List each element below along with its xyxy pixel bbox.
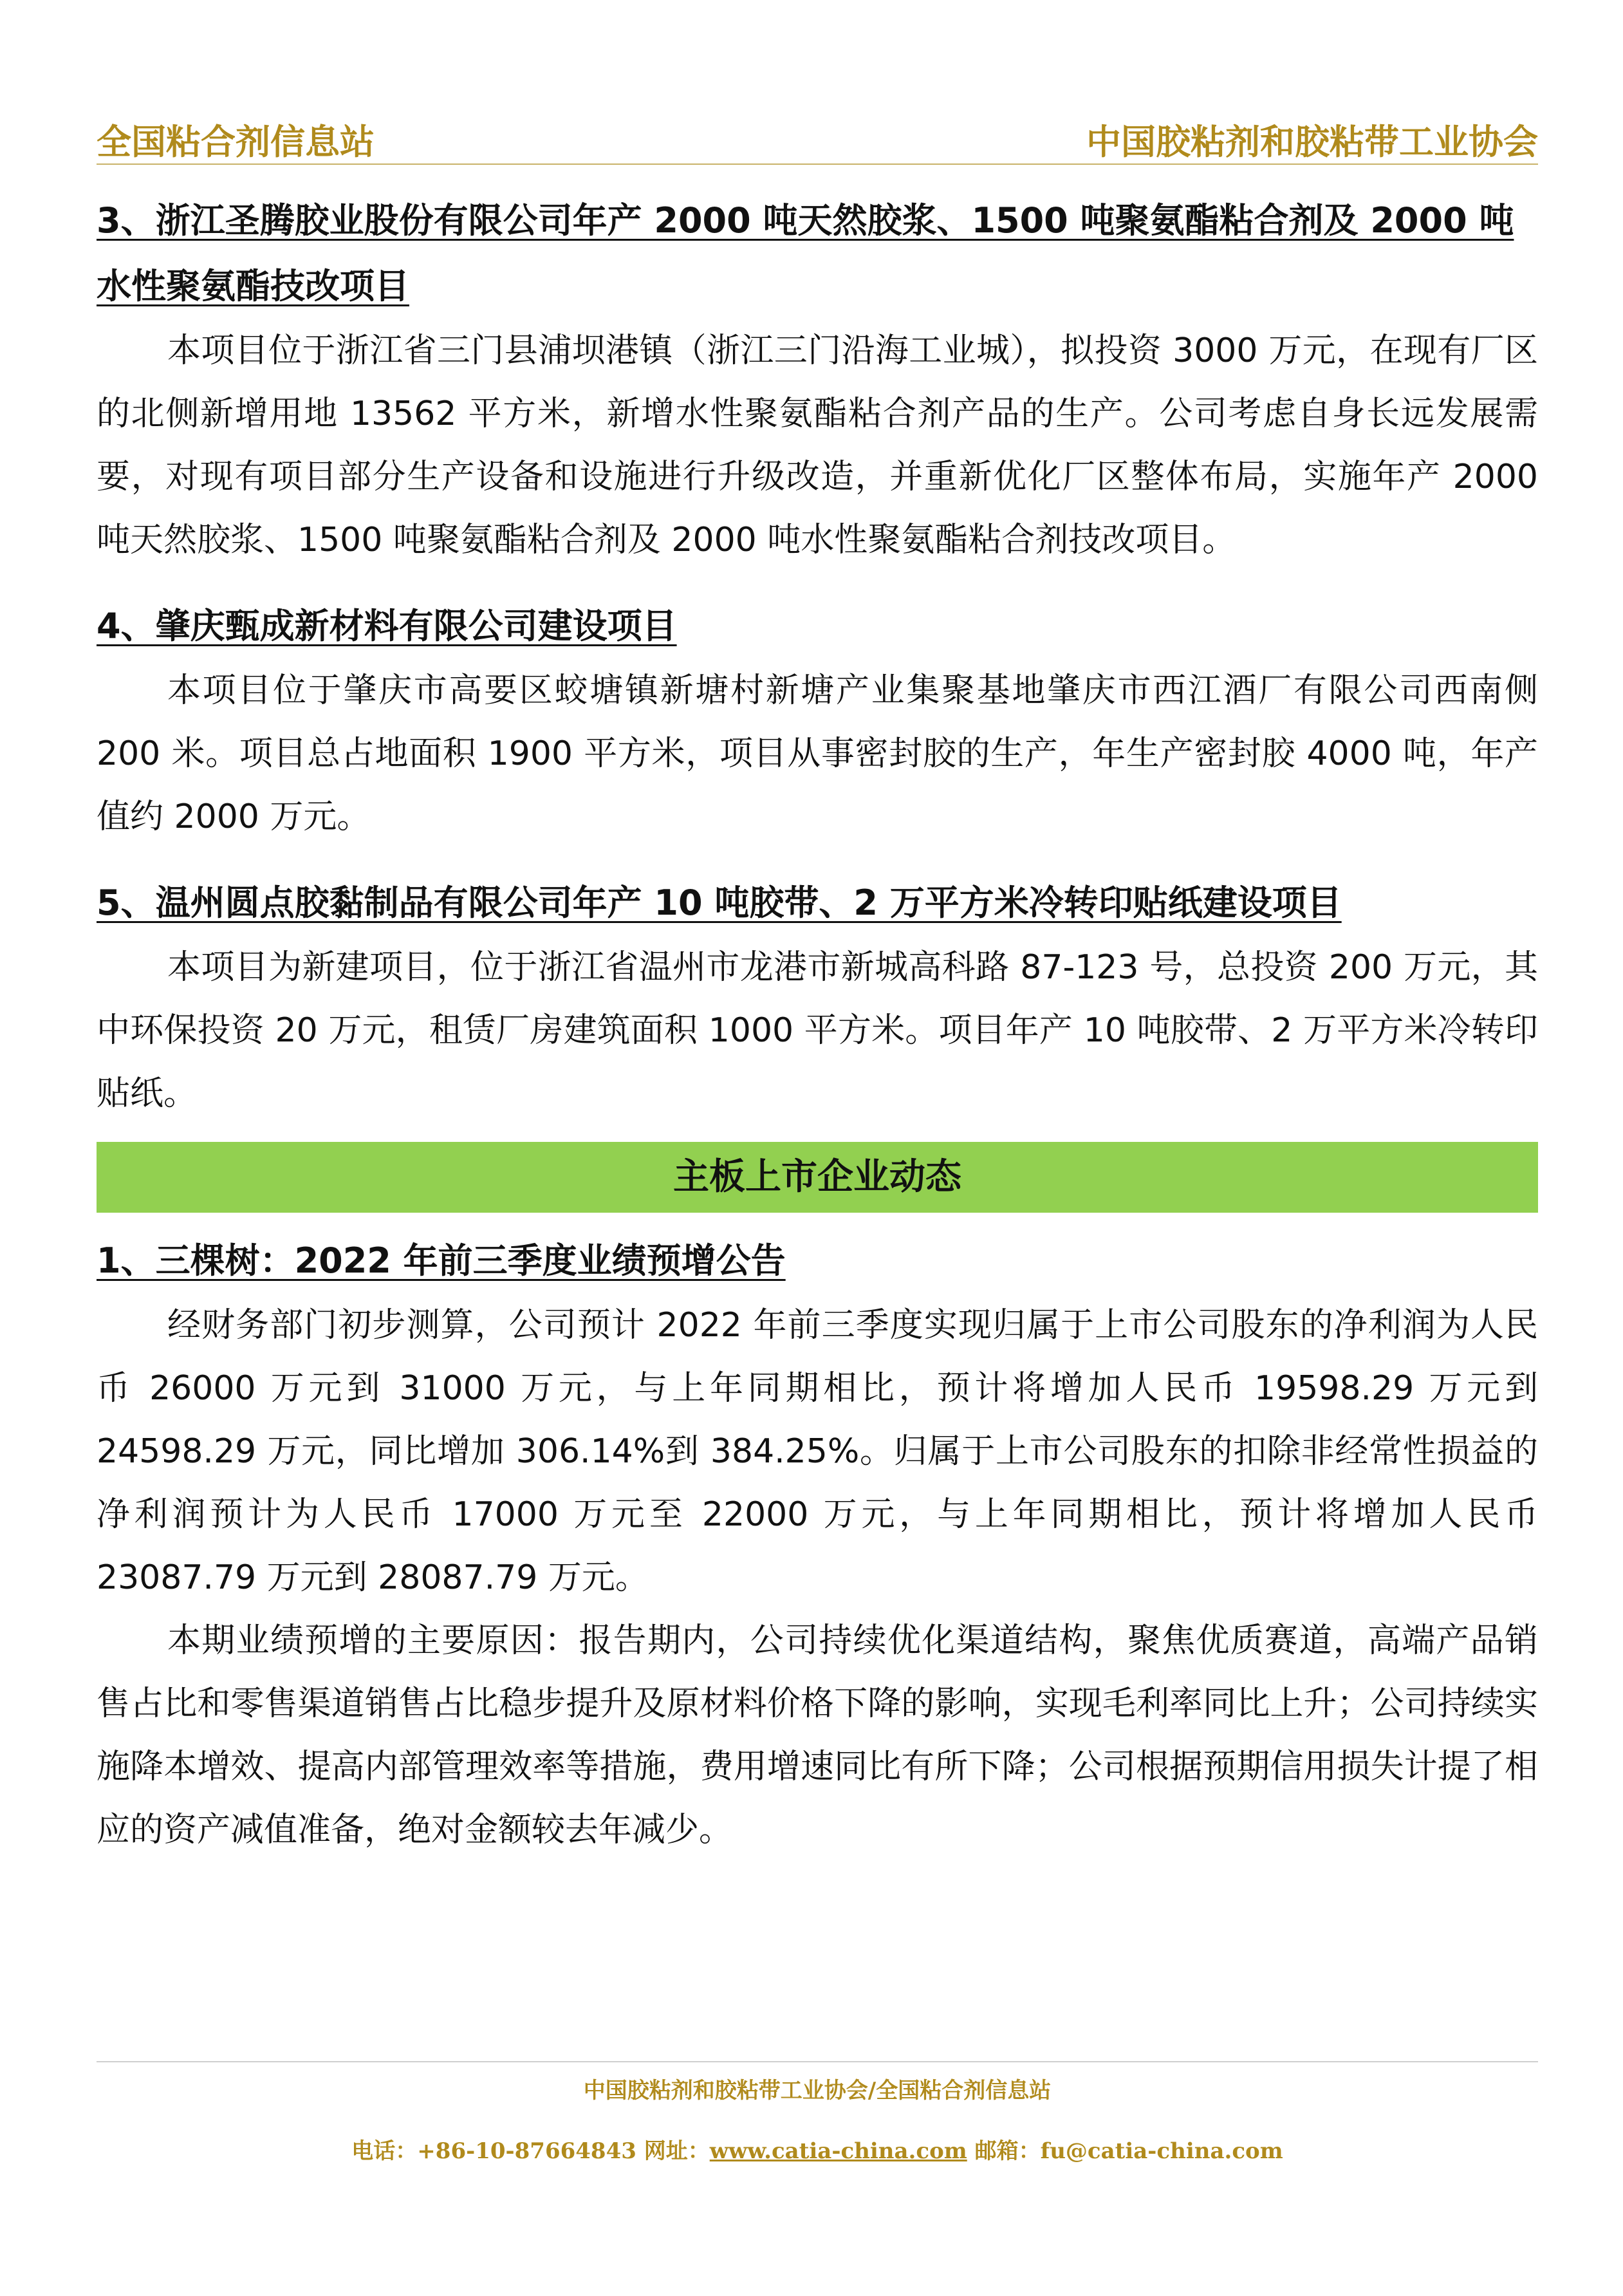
listed-companies-banner: 主板上市企业动态 xyxy=(97,1142,1538,1213)
header-right-title: 中国胶粘剂和胶粘带工业协会 xyxy=(1086,122,1538,162)
section-title-4: 4、肇庆甄成新材料有限公司建设项目 xyxy=(97,606,677,646)
listed-section-1-paragraph-2: 本期业绩预增的主要原因：报告期内，公司持续优化渠道结构，聚焦优质赛道，高端产品销售占比和零售渠道销售占比稳步提升及原材料价格下降的影响，实现毛利率同比上升；公司持续实施降本增效、提高内部管理效率等措施，费用增速同比有所下降；公司根据预期信用损失计提了相应的资产减值准备，绝对金额较去年减少。 xyxy=(97,1621,1538,1849)
header-left-title: 全国粘合剂信息站 xyxy=(97,122,375,162)
footer-website-link[interactable]: www.catia-china.com xyxy=(709,2138,967,2164)
footer-phone: 电话：+86-10-87664843 网址： xyxy=(351,2138,710,2164)
section-title-3: 3、浙江圣腾胶业股份有限公司年产 2000 吨天然胶浆、1500 吨聚氨酯粘合剂及 2000 吨水性聚氨酯技改项目 xyxy=(97,200,1514,306)
section-4-paragraph: 本项目位于肇庆市高要区蛟塘镇新塘村新塘产业集聚基地肇庆市西江酒厂有限公司西南侧 200 米。项目总占地面积 1900 平方米，项目从事密封胶的生产，年生产密封胶 4000 吨，年产值约 2000 万元。 xyxy=(97,671,1538,836)
page-footer xyxy=(97,2061,1538,2169)
footer-email: 邮箱：fu@catia-china.com xyxy=(967,2138,1283,2164)
section-3-paragraph: 本项目位于浙江省三门县浦坝港镇（浙江三门沿海工业城），拟投资 3000 万元，在现有厂区的北侧新增用地 13562 平方米，新增水性聚氨酯粘合剂产品的生产。公司考虑自身长远发展需要，对现有项目部分生产设备和设施进行升级改造，并重新优化厂区整体布局，实施年产 2000 吨天然胶浆、1500 吨聚氨酯粘合剂及 2000 吨水性聚氨酯粘合剂技改项目。 xyxy=(97,331,1538,559)
footer-contact xyxy=(97,2133,1538,2169)
section-title-5: 5、温州圆点胶黏制品有限公司年产 10 吨胶带、2 万平方米冷转印贴纸建设项目 xyxy=(97,882,1342,923)
footer-organization: 中国胶粘剂和胶粘带工业协会/全国粘合剂信息站 xyxy=(583,2078,1052,2104)
page-content xyxy=(97,188,1538,1862)
section-5-paragraph: 本项目为新建项目，位于浙江省温州市龙港市新城高科路 87-123 号，总投资 200 万元，其中环保投资 20 万元，租赁厂房建筑面积 1000 平方米。项目年产 10 吨胶带、2 万平方米冷转印贴纸。 xyxy=(97,948,1538,1113)
listed-section-1-paragraph-1: 经财务部门初步测算，公司预计 2022 年前三季度实现归属于上市公司股东的净利润为人民币 26000 万元到 31000 万元，与上年同期相比，预计将增加人民币 19598.29 万元到 24598.29 万元，同比增加 306.14%到 384.25%。归属于上市公司股东的扣除非经常性损益的净利润预计为人民币 17000 万元至 22000 万元，与上年同期相比，预计将增加人民币 23087.79 万元到 28087.79 万元。 xyxy=(97,1306,1538,1597)
page-header xyxy=(97,121,1538,165)
listed-section-title-1: 1、三棵树：2022 年前三季度业绩预增公告 xyxy=(97,1240,786,1281)
